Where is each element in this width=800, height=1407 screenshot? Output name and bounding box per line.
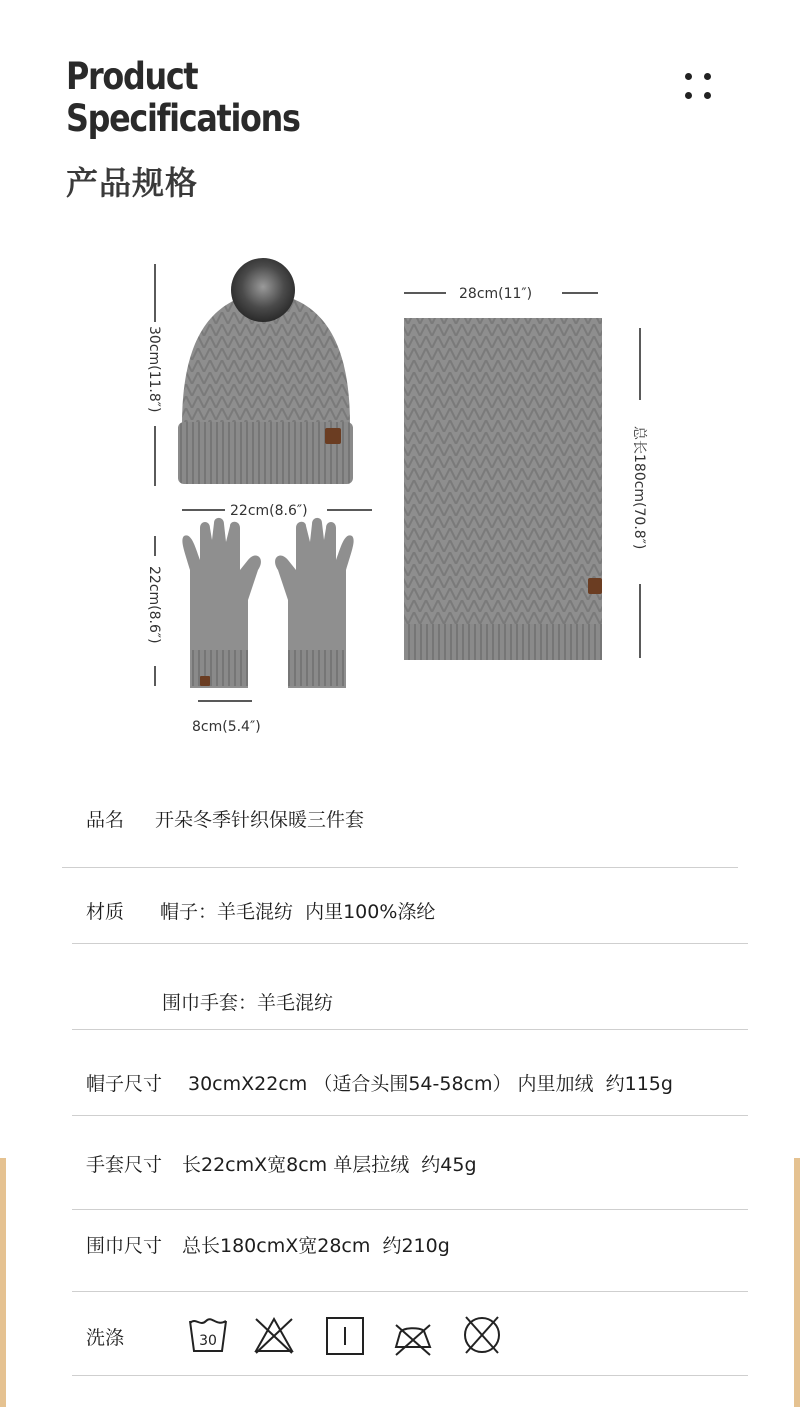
hat-width-label: 22cm(8.6″) [230,503,308,519]
divider [72,1115,748,1116]
scarf-width-label: 28cm(11″) [459,286,533,302]
care-icons [186,1313,516,1357]
spec-label-glove-size: 手套尺寸 [86,1154,163,1176]
spec-label-hat-size: 帽子尺寸 [86,1073,163,1095]
spec-value-material-hat: 帽子：羊毛混纺 内里100%涤纶 [160,901,436,923]
divider [72,943,748,944]
more-dots-icon[interactable] [684,72,714,102]
no-dry-clean-icon [460,1313,504,1357]
no-iron-icon [390,1313,434,1357]
spec-value-hat-size: 30cmX22cm （适合头围54-58cm） 内里加绒 约115g [188,1073,673,1095]
spec-value-name: 开朵冬季针织保暖三件套 [155,809,365,831]
scarf-image [404,318,602,660]
glove-width-label: 8cm(5.4″) [192,719,261,735]
divider [62,867,738,868]
page-title [66,56,300,140]
spec-label-name: 品名 [86,809,125,831]
spec-value-scarf-size: 总长180cmX宽28cm 约210g [182,1235,450,1257]
spec-value-material-scarf-gloves: 围巾手套：羊毛混纺 [162,992,334,1014]
spec-value-glove-size: 长22cmX宽8cm 单层拉绒 约45g [182,1154,477,1176]
page-title-chinese: 产品规格 [66,164,199,202]
product-figure [0,240,800,760]
divider [72,1029,748,1030]
spec-label-wash: 洗涤 [86,1327,125,1349]
gloves-image [182,518,353,688]
wash-temp-text: 30 [199,1333,217,1349]
title-line-product: Product [66,55,198,98]
divider [72,1375,748,1376]
divider [72,1291,748,1292]
title-line-specifications: Specifications [66,97,300,140]
hat-height-label: 30cm(11.8″) [146,326,162,413]
spec-label-material: 材质 [86,901,125,923]
line-dry-icon [324,1313,368,1357]
glove-height-label: 22cm(8.6″) [146,566,162,644]
hat-image [178,258,353,484]
right-accent-strip [794,1158,800,1407]
divider [72,1209,748,1210]
wash-30-icon [186,1313,230,1357]
scarf-length-label: 总长180cm(70.8″) [631,426,647,550]
no-bleach-icon [252,1313,296,1357]
left-accent-strip [0,1158,6,1407]
spec-label-scarf-size: 围巾尺寸 [86,1235,163,1257]
